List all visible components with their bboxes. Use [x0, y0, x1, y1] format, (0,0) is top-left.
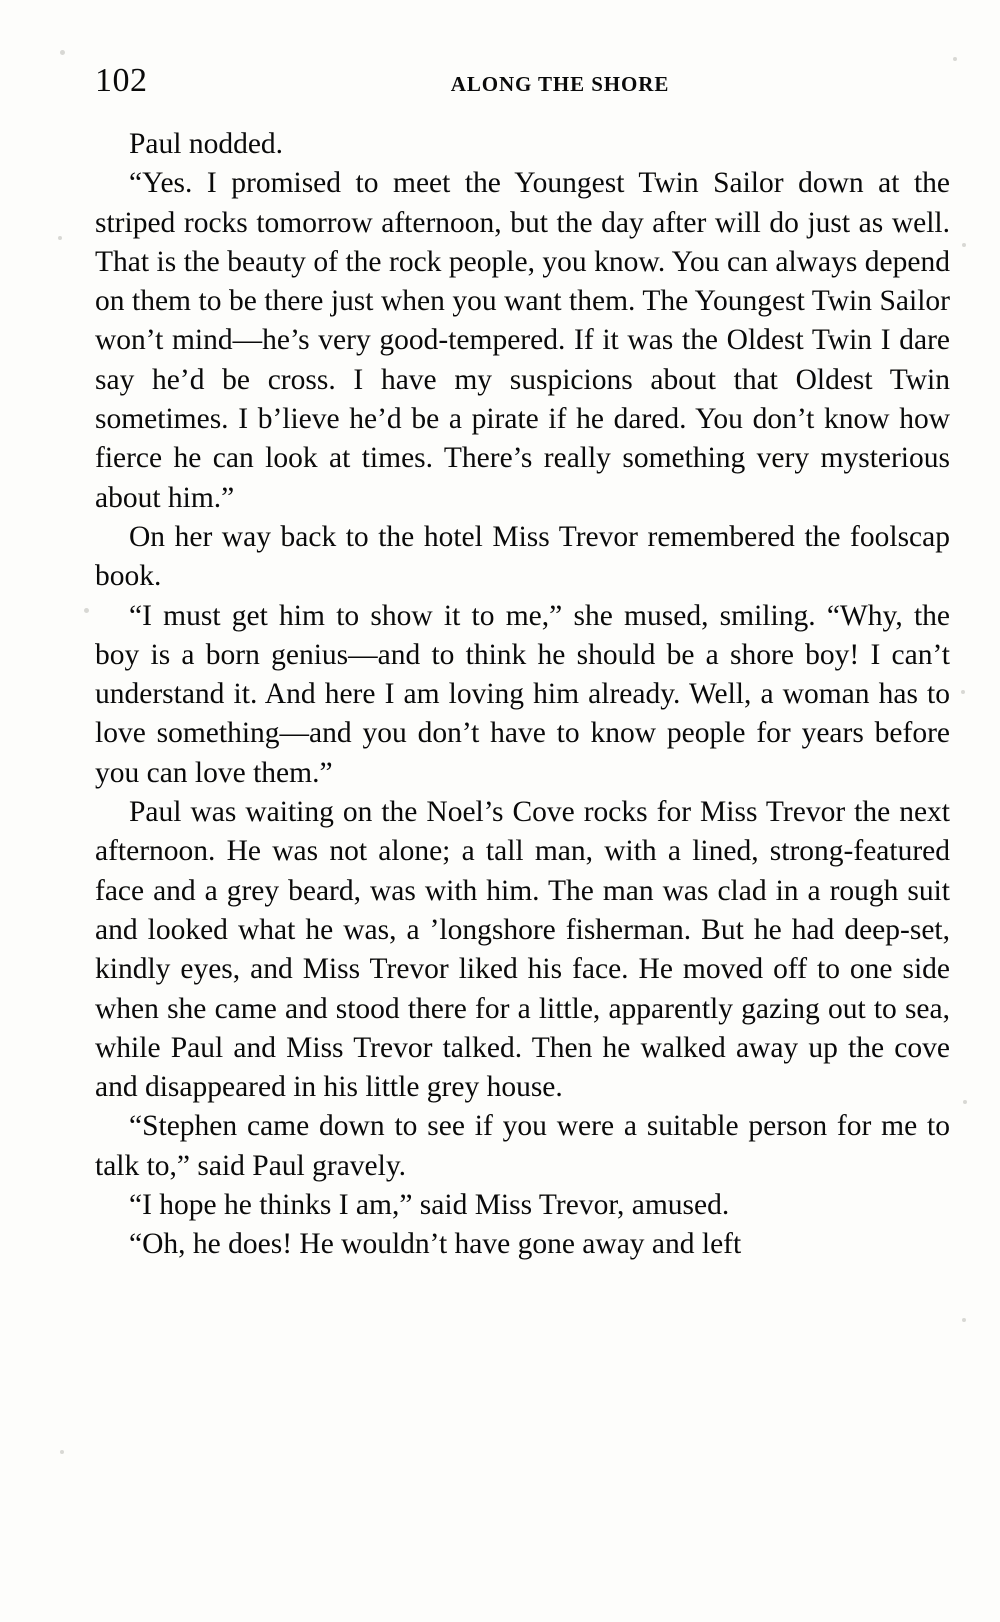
scan-speckle [963, 1100, 967, 1104]
page-header [95, 62, 940, 102]
running-head: ALONG THE SHORE [450, 72, 670, 96]
paragraph: “I must get him to show it to me,” she mused, smiling. “Why, the boy is a born genius—and to think he should be a shore boy! I can’t understand it. And here I am loving him already. Well, a woman has to love something—and you don’t have to know people for years before you can love them.” [95, 599, 950, 789]
paragraph: “Oh, he does! He wouldn’t have gone away and left [129, 1228, 742, 1261]
scan-speckle [961, 690, 965, 694]
paragraph: Paul was waiting on the Noel’s Cove rocks for Miss Trevor the next afternoon. He was not alone; a tall man, with a lined, strong-featured face and a grey beard, was with him. The man was clad in a rough suit and looked what he was, a ’longshore fisherman. But he had deep-set, kindly eyes, and Miss Trevor liked his face. He moved off to one side when she came and stood there for a little, apparently gazing out to sea, while Paul and Miss Trevor talked. Then he walked away up the cove and disappeared in his little grey house. [95, 796, 950, 1104]
scan-speckle [962, 243, 966, 247]
paragraph: “Stephen came down to see if you were a suitable person for me to talk to,” said Paul gravely. [95, 1110, 950, 1182]
page-number: 102 [95, 62, 148, 99]
scan-speckle [953, 57, 957, 61]
scan-speckle [60, 50, 65, 55]
scan-speckle [58, 236, 62, 240]
paragraph: On her way back to the hotel Miss Trevor remembered the foolscap book. [95, 520, 950, 593]
scan-speckle [60, 1450, 64, 1454]
paragraph: Paul nodded. [129, 128, 284, 160]
paragraph: “Yes. I promised to meet the Youngest Twin Sailor down at the striped rocks tomorrow afternoon, but the day after will do just as well. That is the beauty of the rock people, you know. You can always depend on them to be there just when you want them. The Youngest Twin Sailor won’t mind—he’s very good-tempered. If it was the Oldest Twin I dare say he’d be cross. I have my suspicions about that Oldest Twin sometimes. I b’lieve he’d be a pirate if he dared. You don’t know how fierce he can look at times. There’s really something very mysterious about him.” [95, 167, 950, 514]
page-body [95, 125, 950, 1265]
paragraph: “I hope he thinks I am,” said Miss Trevor, amused. [129, 1189, 730, 1222]
scan-speckle [84, 608, 89, 613]
scan-speckle [962, 1318, 966, 1322]
